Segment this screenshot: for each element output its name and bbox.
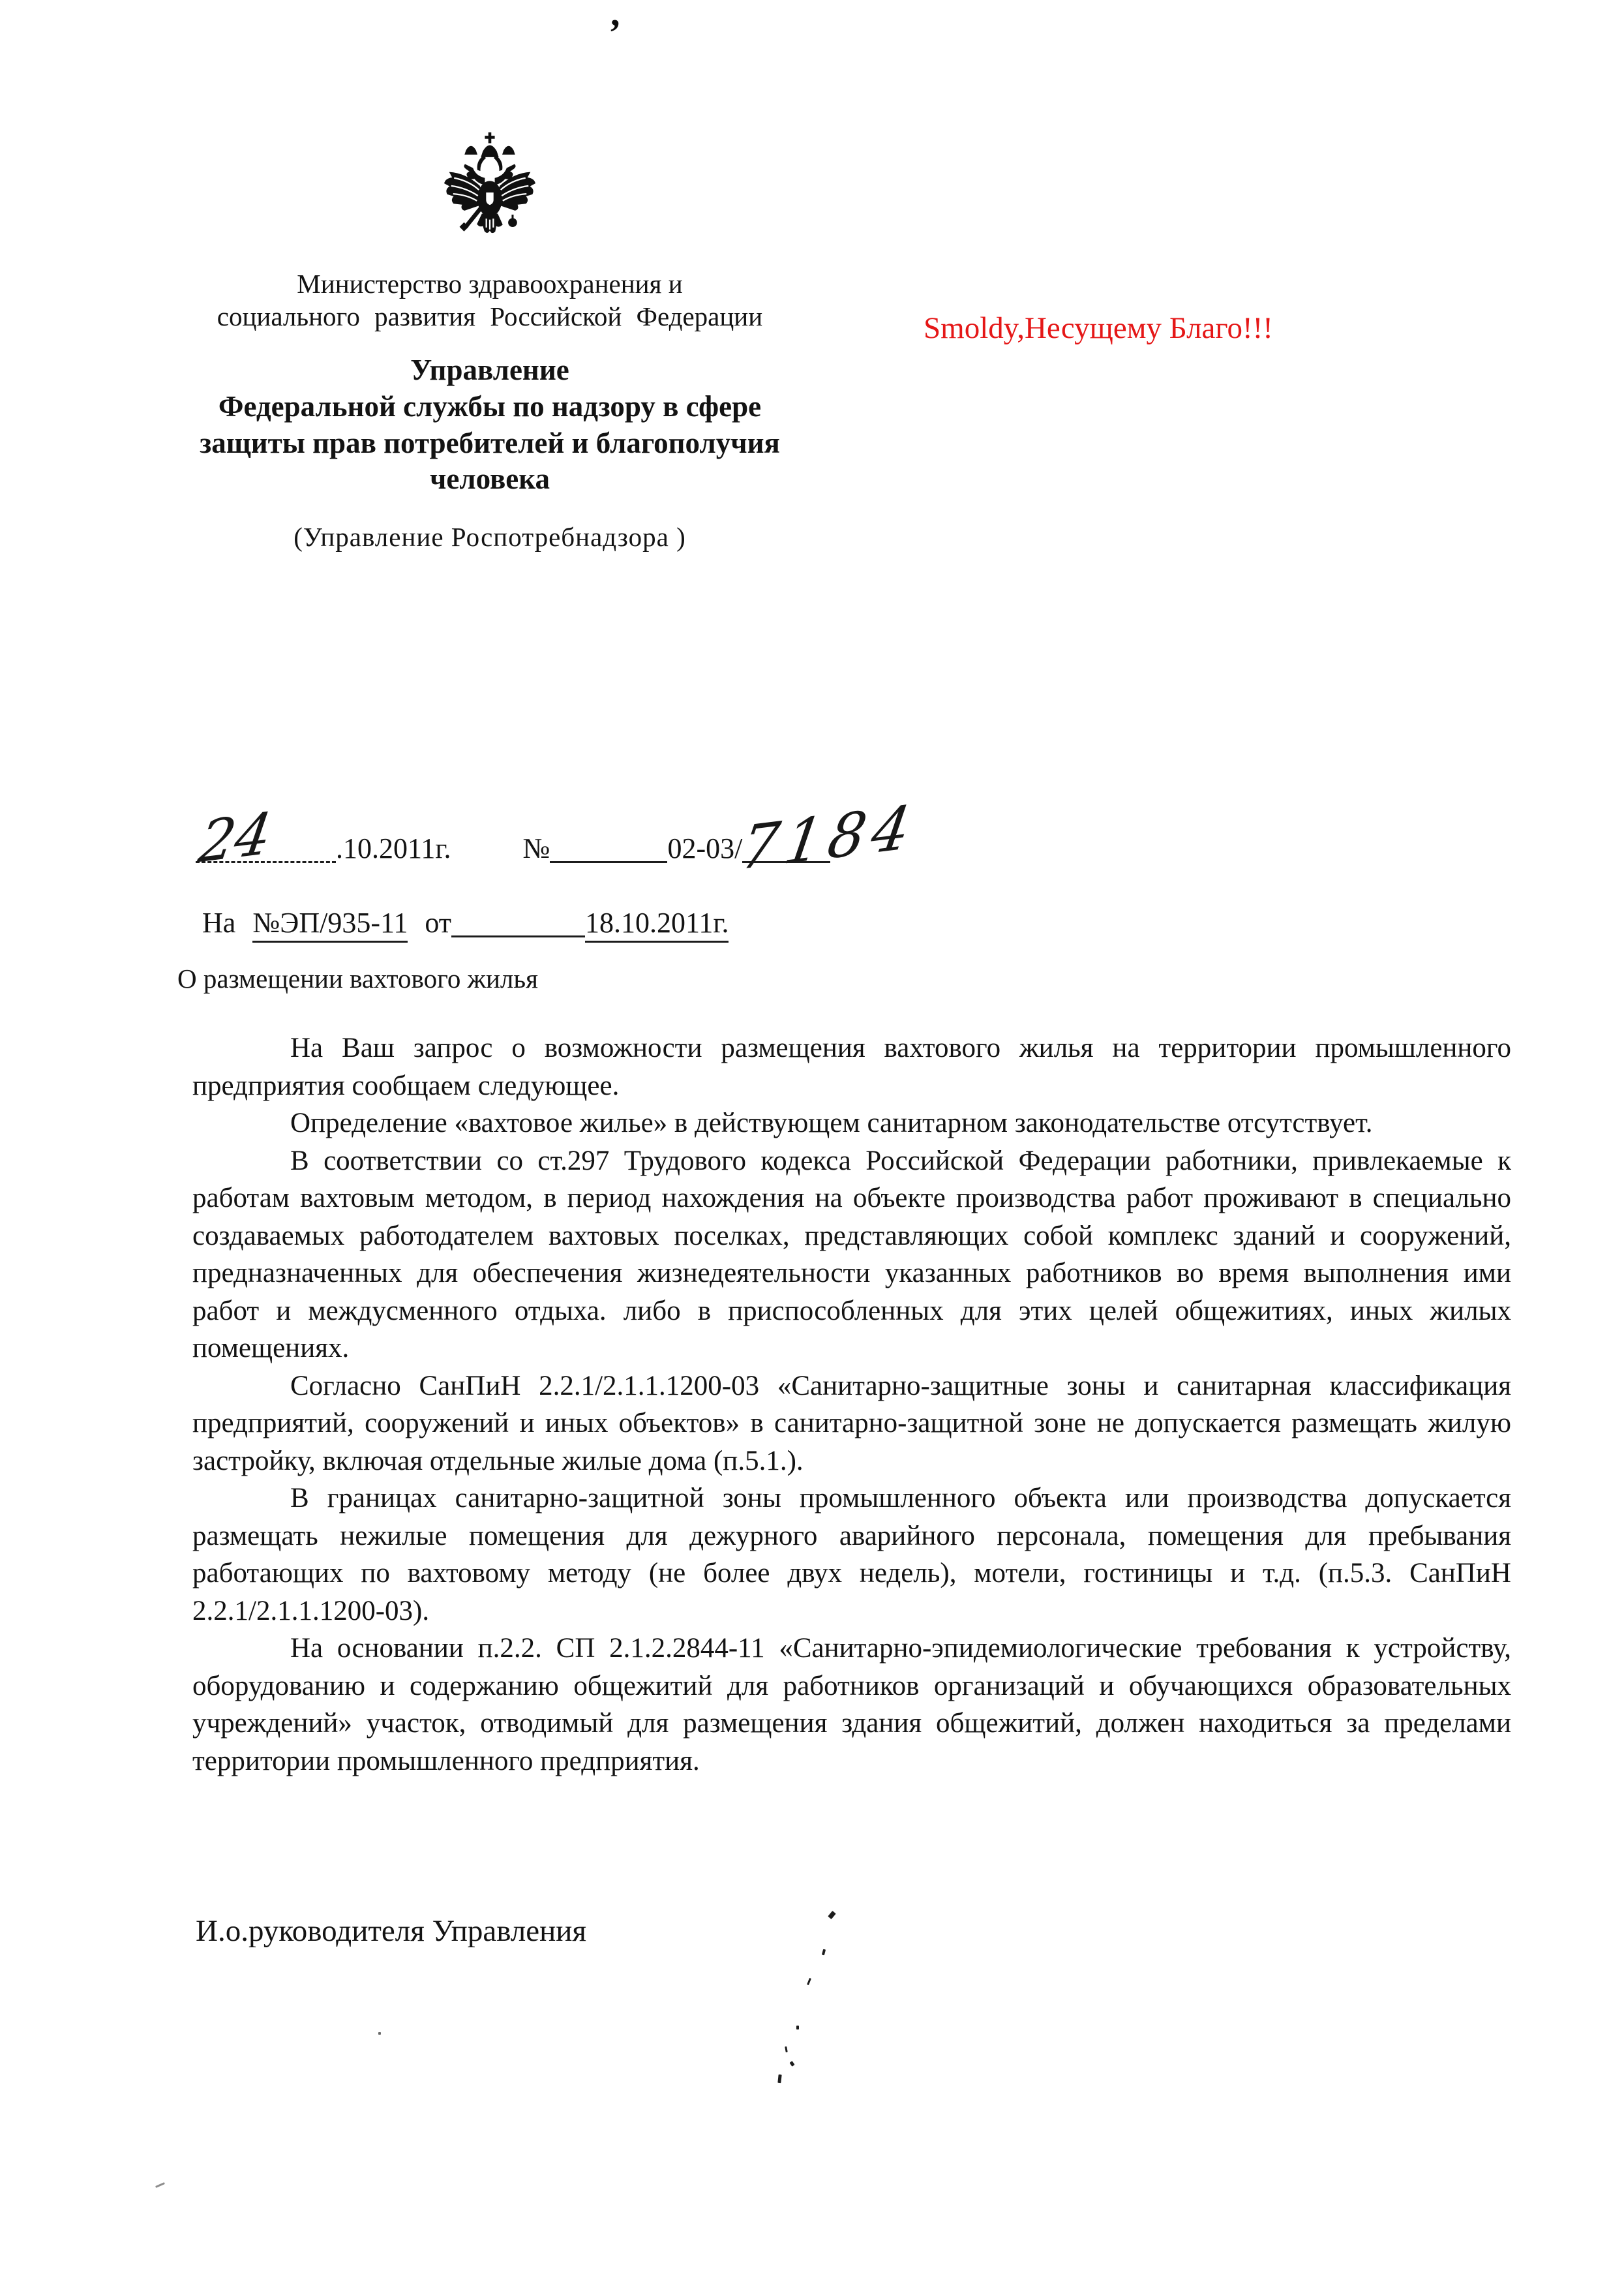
- pen-speck: [785, 2046, 788, 2052]
- pen-speck: [378, 2032, 381, 2035]
- pen-speck: [155, 2182, 165, 2188]
- pen-speck: [796, 2026, 799, 2029]
- outgoing-number-hand-underline: [736, 792, 922, 884]
- signature-title: И.о.руководителя Управления: [196, 1914, 587, 1948]
- incoming-reference-number: №ЭП/935-11: [252, 907, 408, 943]
- russia-coat-of-arms-icon: [440, 129, 539, 251]
- department-name: [167, 352, 813, 498]
- pen-speck: [828, 1911, 835, 1919]
- department-line2: Федеральной службы по надзору в сфере: [218, 389, 762, 423]
- letterhead: [167, 129, 813, 553]
- outgoing-day-underline: [194, 800, 336, 877]
- body-paragraph: На Ваш запрос о возможности размещения вахтового жилья на территории промышленного предприятия сообщаем следующее.: [192, 1033, 1511, 1101]
- outgoing-day-handwritten: 24: [194, 800, 277, 877]
- outgoing-number-handwritten: 7184: [736, 792, 922, 884]
- department-line4: человека: [430, 463, 550, 496]
- dedication-note: Smoldy,Несущему Благо!!!: [924, 311, 1273, 345]
- incoming-date-underline: [451, 902, 585, 937]
- outgoing-date-number-line: [194, 792, 922, 884]
- department-line1: Управление: [410, 354, 569, 387]
- ministry-line1: Министерство здравоохранения и: [297, 269, 683, 299]
- ministry-name: [167, 267, 813, 333]
- number-sign: №: [522, 832, 550, 864]
- pen-speck: [822, 1949, 826, 1956]
- subject-line: О размещении вахтового жилья: [177, 964, 538, 994]
- incoming-reference-line: [202, 902, 729, 939]
- incoming-from-label: от: [425, 907, 452, 939]
- body-paragraph: Согласно СанПиН 2.2.1/2.1.1.1200-03 «Санитарно-защитные зоны и санитарная классификация предприятий, сооружений и иных объектов» в санитарно-защитной зоне не допускается размещать жилую застройку, включая отдельные жилые дома (п.5.1.).: [192, 1370, 1511, 1476]
- department-short-name: (Управление Роспотребнадзора ): [293, 522, 686, 553]
- body-paragraph: На основании п.2.2. СП 2.1.2.2844-11 «Санитарно-эпидемиологические требования к устройству, оборудованию и содержанию общежитий для работников организаций и обучающихся образовательных учреждений» участок, отводимый для размещения здания общежитий, должен находиться за пределами территории промышленного предприятия.: [192, 1633, 1511, 1776]
- pen-speck: [789, 2061, 794, 2067]
- outgoing-number-prefix: 02-03/: [667, 832, 743, 864]
- pen-speck: [807, 1978, 811, 1985]
- pen-speck: [777, 2075, 781, 2083]
- body-paragraph: В границах санитарно-защитной зоны промышленного объекта или производства допускается размещать нежилые помещения для дежурного аварийного персонала, помещения для пребывания работающих по вахтовому методу (не более двух недель), мотели, гостиницы и т.д. (п.5.3. СанПиН 2.2.1/2.1.1.1200-03).: [192, 1483, 1511, 1626]
- department-line3: защиты прав потребителей и благополучия: [200, 426, 780, 459]
- body-paragraph: Определение «вахтовое жилье» в действующем санитарном законодательстве отсутствует.: [290, 1108, 1373, 1138]
- letter-body: [192, 1029, 1511, 1780]
- stray-scan-mark: ,: [610, 0, 620, 34]
- incoming-date: 18.10.2011г.: [585, 907, 729, 943]
- outgoing-date-printed: .10.2011г.: [336, 832, 451, 864]
- outgoing-number-underline: [550, 827, 667, 863]
- ministry-line2: социального развития Российской Федерации: [217, 301, 763, 332]
- incoming-label: На: [202, 907, 236, 939]
- body-paragraph: В соответствии со ст.297 Трудового кодекса Российской Федерации работники, привлекаемые к работам вахтовым методом, в период нахождения на объекте производства работ проживают в специально создаваемых работодателем вахтовых поселках, представляющих собой комплекс зданий и сооружений, предназначенных для обеспечения жизнедеятельности указанных работников во время выполнения ими работ и междусменного отдыха. либо в приспособленных для этих целей общежитиях, иных жилых помещениях.: [192, 1145, 1511, 1363]
